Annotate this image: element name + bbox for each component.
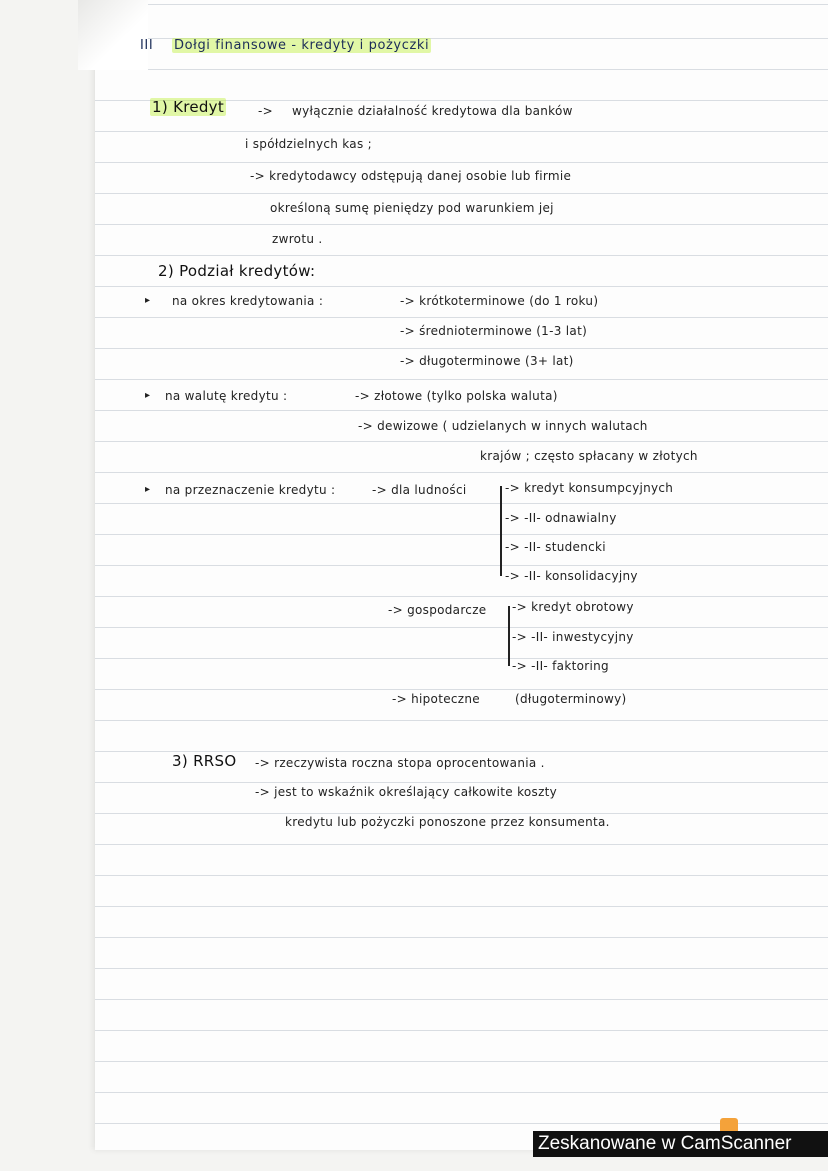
section-1-heading-text: 1) Kredyt [152,98,225,116]
page-title [172,38,431,53]
przeznaczenie-label: na przeznaczenie kredytu : [165,483,336,497]
gospodarcze-label: -> gospodarcze [388,603,487,617]
hipoteczne-label: -> hipoteczne [392,692,480,706]
ludnosci-item-4: -> -II- konsolidacyjny [505,569,638,583]
section-1-line-1: wyłącznie działalność kredytowa dla banków [292,104,573,118]
gospodarcze-item-3: -> -II- faktoring [512,659,609,673]
okres-item-2: -> średnioterminowe (1-3 lat) [400,324,588,338]
waluta-item-2-cont: krajów ; często spłacany w złotych [480,449,698,463]
waluta-label: na walutę kredytu : [165,389,288,403]
section-2-heading: 2) Podział kredytów: [158,262,316,280]
section-1-arrow: -> [258,104,273,118]
ludnosci-bracket [500,486,502,576]
gospodarcze-item-1: -> kredyt obrotowy [512,600,634,614]
ludnosci-label: -> dla ludności [372,483,467,497]
waluta-item-2: -> dewizowe ( udzielanych w innych walutach [358,419,648,433]
bullet-przeznaczenie: ▸ [145,484,151,495]
section-1-line-4: określoną sumę pieniędzy pod warunkiem jej [270,201,554,215]
section-1-line-3: -> kredytodawcy odstępują danej osobie lub firmie [250,169,572,183]
hipoteczne-note: (długoterminowy) [515,692,627,706]
okres-item-3: -> długoterminowe (3+ lat) [400,354,574,368]
okres-item-1: -> krótkoterminowe (do 1 roku) [400,294,599,308]
waluta-item-1: -> złotowe (tylko polska waluta) [355,389,558,403]
section-3-line-1: -> rzeczywista roczna stopa oprocentowania . [255,756,545,770]
okres-label: na okres kredytowania : [172,294,324,308]
bullet-okres: ▸ [145,295,151,306]
page-corner [78,0,148,70]
section-1-heading [150,98,226,116]
section-1-line-5: zwrotu . [272,232,323,246]
chapter-number: III [140,38,154,53]
gospodarcze-bracket [508,606,510,666]
page-title-text: Dołgi finansowe - kredyty i pożyczki [174,38,430,53]
section-3-line-2: -> jest to wskaźnik określający całkowite koszty [255,785,558,799]
ludnosci-item-3: -> -II- studencki [505,540,606,554]
gospodarcze-item-2: -> -II- inwestycyjny [512,630,634,644]
ludnosci-item-2: -> -II- odnawialny [505,511,617,525]
scanner-badge: Zeskanowane w CamScanner [533,1131,828,1157]
section-3-heading: 3) RRSO [172,752,237,770]
bullet-waluta: ▸ [145,390,151,401]
ludnosci-item-1: -> kredyt konsumpcyjnych [505,481,674,495]
section-1-line-2: i spółdzielnych kas ; [245,137,372,151]
section-3-line-3: kredytu lub pożyczki ponoszone przez konsumenta. [285,815,610,829]
